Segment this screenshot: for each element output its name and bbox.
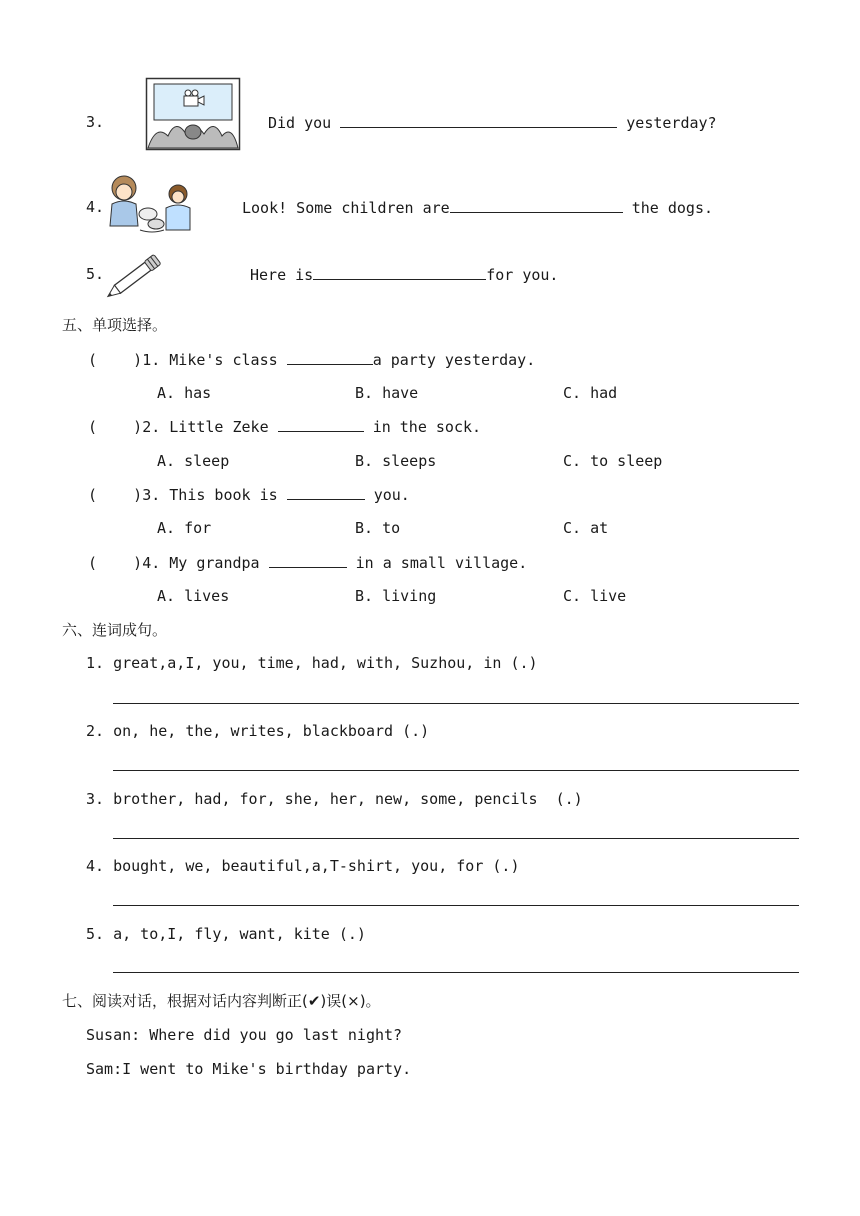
question-1: ( )1. Mike's class a party yesterday. bbox=[88, 351, 536, 369]
answer-line[interactable] bbox=[113, 838, 799, 839]
answer-blank[interactable] bbox=[313, 264, 486, 280]
option-a[interactable]: A. has bbox=[157, 384, 212, 402]
reorder-item-5: 5. a, to,I, fly, want, kite (.) bbox=[86, 925, 366, 943]
answer-paren[interactable]: ( ) bbox=[88, 351, 143, 369]
answer-line[interactable] bbox=[113, 905, 799, 906]
children-dogs-icon bbox=[104, 174, 198, 236]
option-b[interactable]: B. living bbox=[355, 587, 437, 605]
reorder-item-3: 3. brother, had, for, she, her, new, some, pencils (.) bbox=[86, 790, 583, 808]
section7-title: 七、阅读对话，根据对话内容判断正(✔)误(×)。 bbox=[62, 992, 381, 1010]
option-c[interactable]: C. had bbox=[563, 384, 618, 402]
q4-item-5-sentence: Here is for you. bbox=[250, 266, 559, 284]
answer-line[interactable] bbox=[113, 770, 799, 771]
answer-blank[interactable] bbox=[278, 416, 364, 432]
option-a[interactable]: A. sleep bbox=[157, 452, 230, 470]
option-b[interactable]: B. sleeps bbox=[355, 452, 437, 470]
answer-blank[interactable] bbox=[269, 552, 347, 568]
answer-paren[interactable]: ( ) bbox=[88, 486, 143, 504]
dialogue-line-1: Susan: Where did you go last night? bbox=[86, 1026, 403, 1044]
option-c[interactable]: C. at bbox=[563, 519, 609, 537]
section5-title: 五、单项选择。 bbox=[62, 316, 168, 334]
option-b[interactable]: B. to bbox=[355, 519, 401, 537]
question-2: ( )2. Little Zeke in the sock. bbox=[88, 418, 482, 436]
reorder-item-4: 4. bought, we, beautiful,a,T-shirt, you, for (.) bbox=[86, 857, 520, 875]
answer-blank[interactable] bbox=[287, 484, 365, 500]
reorder-item-1: 1. great,a,I, you, time, had, with, Suzhou, in (.) bbox=[86, 654, 538, 672]
q4-item-3-number: 3. bbox=[86, 113, 105, 131]
answer-blank[interactable] bbox=[450, 197, 623, 213]
answer-line[interactable] bbox=[113, 703, 799, 704]
answer-blank[interactable] bbox=[287, 349, 373, 365]
section6-title: 六、连词成句。 bbox=[62, 621, 168, 639]
q4-item-5-number: 5. bbox=[86, 265, 105, 283]
cinema-icon bbox=[146, 78, 240, 150]
answer-paren[interactable]: ( ) bbox=[88, 554, 143, 572]
reorder-item-2: 2. on, he, the, writes, blackboard (.) bbox=[86, 722, 430, 740]
answer-blank[interactable] bbox=[340, 112, 617, 128]
option-a[interactable]: A. for bbox=[157, 519, 212, 537]
option-c[interactable]: C. to sleep bbox=[563, 452, 663, 470]
answer-paren[interactable]: ( ) bbox=[88, 418, 143, 436]
dialogue-line-2: Sam:I went to Mike's birthday party. bbox=[86, 1060, 412, 1078]
q4-item-4-number: 4. bbox=[86, 198, 105, 216]
question-3: ( )3. This book is you. bbox=[88, 486, 410, 504]
option-a[interactable]: A. lives bbox=[157, 587, 230, 605]
option-b[interactable]: B. have bbox=[355, 384, 419, 402]
q4-item-3-sentence: Did you yesterday? bbox=[268, 114, 717, 132]
pen-icon bbox=[106, 246, 172, 300]
answer-line[interactable] bbox=[113, 972, 799, 973]
option-c[interactable]: C. live bbox=[563, 587, 627, 605]
q4-item-4-sentence: Look! Some children are the dogs. bbox=[242, 199, 714, 217]
question-4: ( )4. My grandpa in a small village. bbox=[88, 554, 528, 572]
